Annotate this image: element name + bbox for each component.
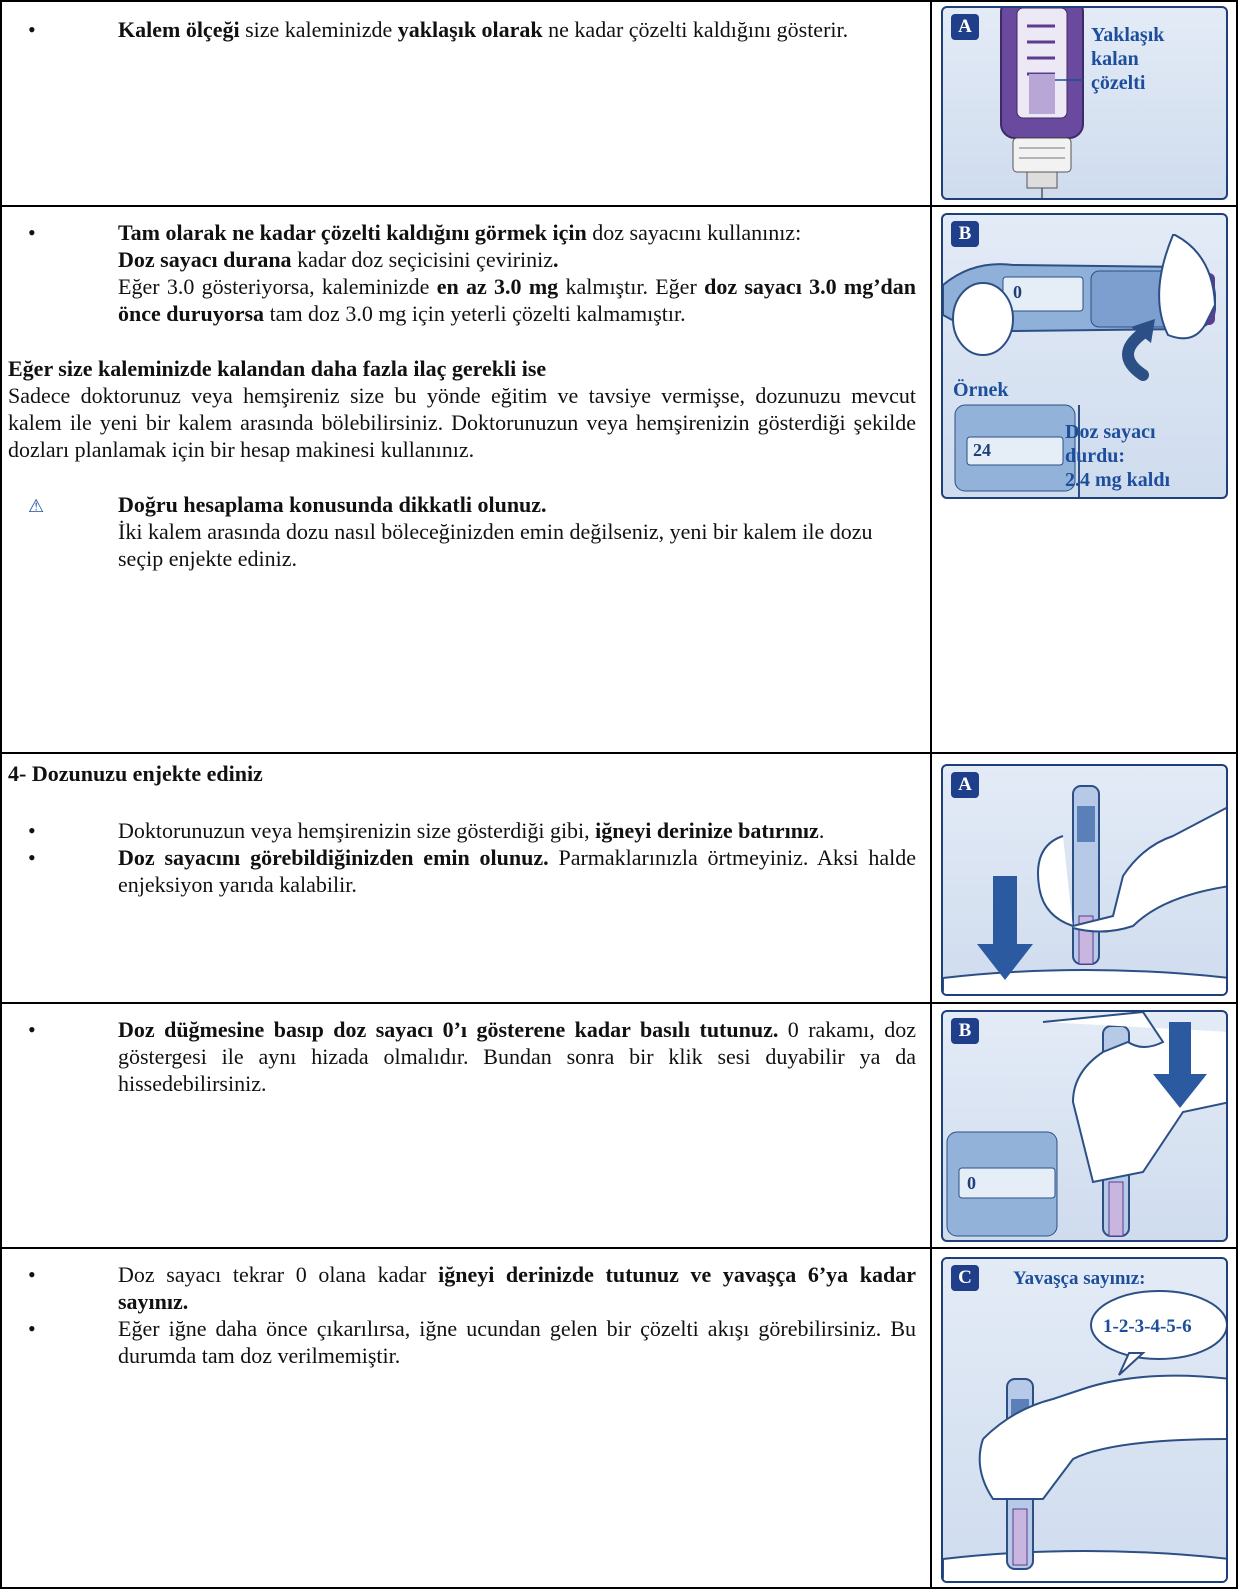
row-text (8, 1261, 916, 1369)
table-row-pen-scale (0, 0, 1238, 207)
counter-caption-line-3: 2.4 mg kaldı (1065, 469, 1171, 491)
bullet: • (28, 220, 36, 245)
table-row-press-button (0, 1002, 1238, 1249)
paragraph: Sadece doktorunuz veya hemşireniz size bu yönde eğitim ve tavsiye vermişse, dozunuzu mevcut kalem ile yeni bir kalem arasında bölebilirsiniz. Doktorunuzun veya hemşirenizin gösterdiği şekilde dozları planlamak için bir hesap makinesi kullanınız. (8, 383, 916, 462)
warning-icon: ⚠ (28, 496, 45, 517)
text: . (818, 818, 825, 843)
text: ne kadar çözelti kaldığını gösterir. (542, 17, 849, 42)
warning-note (8, 491, 916, 572)
table-row-hold-needle (0, 1247, 1238, 1589)
text: Eğer 3.0 gösteriyorsa, kaleminizde (118, 274, 437, 299)
bullet: • (28, 1017, 36, 1042)
emphasis: iğneyi derinizde tutunuz ve yavaşça 6’ya kadar sayınız. (118, 1262, 916, 1314)
figure-badge: B (951, 221, 979, 247)
emphasis: en az 3.0 mg (436, 274, 559, 299)
list-item (8, 844, 916, 898)
row-text (8, 219, 916, 572)
warning-title: Doğru hesaplama konusunda dikkatli olunuz. (118, 492, 547, 517)
counter-zero-label: 0 (1013, 282, 1022, 302)
counter-zero-label: 0 (967, 1173, 976, 1193)
figure-badge: A (951, 772, 979, 798)
figure-count-slowly (941, 1257, 1228, 1583)
counter-caption-line-2: durdu: (1065, 445, 1126, 467)
figure-caption: Yavaşça sayınız: (1013, 1268, 1146, 1289)
example-label: Örnek (953, 379, 1009, 401)
figure-press-button (941, 1010, 1228, 1242)
text: . (553, 247, 559, 272)
text: doz sayacını kullanınız: (586, 220, 802, 245)
emphasis: Kalem ölçeği (118, 17, 240, 42)
subheading-text: Eğer size kaleminizde kalandan daha fazla ilaç gerekli ise (8, 356, 547, 381)
figure-badge: A (951, 14, 979, 40)
subheading (8, 355, 916, 382)
figure-pen-scale (941, 6, 1228, 200)
text: kalmıştır. Eğer (558, 274, 705, 299)
list-item (8, 817, 916, 844)
figure-caption-line-3: çözelti (1091, 72, 1146, 94)
bullet: • (28, 17, 36, 42)
counter-value-label: 24 (973, 440, 991, 460)
emphasis: Doz sayacı durana (118, 247, 292, 272)
emphasis: yaklaşık olarak (397, 17, 543, 42)
row-text (8, 1016, 916, 1097)
insert-needle-illustration (943, 766, 1228, 996)
bullet: • (28, 1262, 36, 1287)
figure-caption-line-2: kalan (1091, 48, 1139, 70)
list-item (8, 1261, 916, 1315)
list-item (8, 219, 916, 327)
figure-badge: C (951, 1265, 979, 1291)
speech-bubble-text: 1-2-3-4-5-6 (1103, 1316, 1192, 1337)
section-title (8, 760, 916, 787)
text: tam doz 3.0 mg için yeterli çözelti kalmamıştır. (264, 301, 686, 326)
list-item (8, 1315, 916, 1369)
row-text (8, 760, 916, 898)
figure-badge: B (951, 1018, 979, 1044)
counter-caption-line-1: Doz sayacı (1065, 421, 1156, 443)
figure-caption-line-1: Yaklaşık (1091, 24, 1165, 46)
emphasis: Tam olarak ne kadar çözelti kaldığını görmek için (118, 220, 587, 245)
press-button-illustration (943, 1012, 1228, 1242)
figure-dose-counter (941, 213, 1228, 499)
emphasis: Doz sayacını görebildiğinizden emin olunuz. (118, 845, 549, 870)
list-item (8, 1016, 916, 1097)
pen-scale-illustration (943, 8, 1228, 200)
emphasis: Doz düğmesine basıp doz sayacı 0’ı gösterene kadar basılı tutunuz. (118, 1017, 779, 1042)
text: kadar doz seçicisini çeviriniz (291, 247, 554, 272)
text: size kaleminizde (239, 17, 398, 42)
text: Eğer iğne daha önce çıkarılırsa, iğne ucundan gelen bir çözelti akışı görebilirsiniz. Bu durumda tam doz verilmemiştir. (118, 1316, 916, 1368)
section-title-text: 4- Dozunuzu enjekte ediniz (8, 761, 263, 786)
figure-insert-needle (941, 764, 1228, 996)
emphasis: iğneyi derinize batırınız (595, 818, 819, 843)
table-row-dose-counter (0, 205, 1238, 754)
text: Doktorunuzun veya hemşirenizin size gösterdiği gibi, (118, 818, 596, 843)
text: Parmaklarınızla örtmeyiniz. Aksi halde enjeksiyon yarıda kalabilir. (118, 845, 916, 897)
count-slowly-illustration (943, 1259, 1228, 1583)
text: Doz sayacı tekrar 0 olana kadar (118, 1262, 439, 1287)
text: 0 rakamı, doz göstergesi ile aynı hizada olmalıdır. Bundan sonra bir klik sesi duyabilir ya da hissedebilirsiniz. (118, 1017, 916, 1096)
bullet: • (28, 818, 36, 843)
table-row-inject-step (0, 752, 1238, 1004)
bullet: • (28, 1316, 36, 1341)
emphasis: doz sayacı 3.0 mg’dan önce duruyorsa (118, 274, 917, 326)
row-text (8, 16, 916, 43)
list-item (8, 16, 916, 43)
bullet: • (28, 845, 36, 870)
warning-text: İki kalem arasında dozu nasıl böleceğinizden emin değilseniz, yeni bir kalem ile dozu seçip enjekte ediniz. (118, 519, 873, 571)
